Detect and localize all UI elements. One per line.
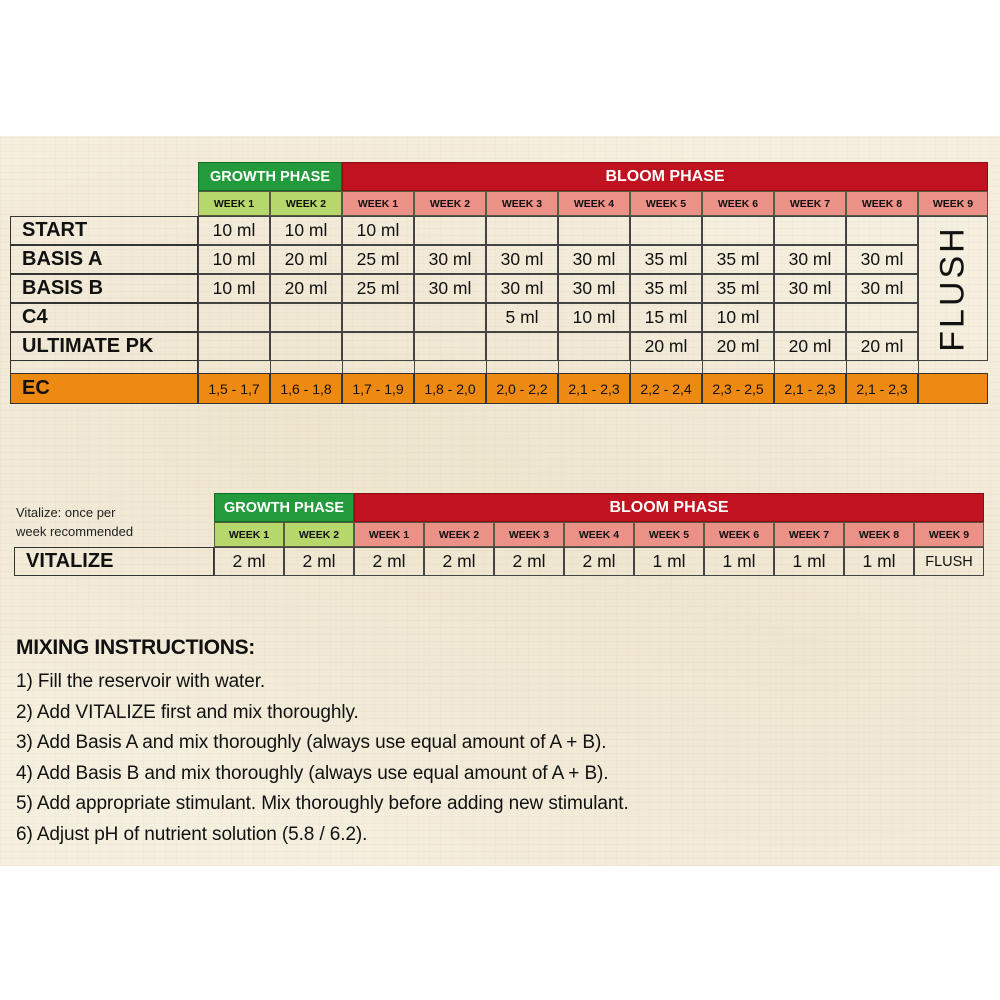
- dose-cell: 30 ml: [414, 245, 486, 274]
- vitalize-dose-cell: 2 ml: [354, 547, 424, 576]
- bloom-week-header: WEEK 6: [702, 191, 774, 216]
- dose-cell: 10 ml: [198, 274, 270, 303]
- vitalize-dose-cell: 1 ml: [704, 547, 774, 576]
- bloom-week-header: WEEK 8: [844, 522, 914, 547]
- bloom-phase-header: BLOOM PHASE: [354, 493, 984, 522]
- spacer-cell: [918, 361, 988, 373]
- dose-cell: [486, 332, 558, 361]
- growth-week-header: WEEK 1: [214, 522, 284, 547]
- bloom-week-header: WEEK 3: [486, 191, 558, 216]
- flush-cell: [918, 216, 988, 361]
- bloom-week-header: WEEK 3: [494, 522, 564, 547]
- instruction-step: 1) Fill the reservoir with water.: [16, 671, 266, 692]
- ec-cell: 2,1 - 2,3: [774, 373, 846, 404]
- spacer-cell: [270, 361, 342, 373]
- dose-cell: [702, 216, 774, 245]
- vitalize-dose-cell: 1 ml: [774, 547, 844, 576]
- dose-cell: 30 ml: [558, 245, 630, 274]
- dose-cell: [270, 332, 342, 361]
- dose-cell: 35 ml: [630, 274, 702, 303]
- growth-week-header: WEEK 2: [270, 191, 342, 216]
- spacer-cell: [774, 361, 846, 373]
- dose-cell: [774, 303, 846, 332]
- dose-cell: 15 ml: [630, 303, 702, 332]
- dose-cell: 20 ml: [846, 332, 918, 361]
- bloom-week-header: WEEK 4: [558, 191, 630, 216]
- dose-cell: [198, 332, 270, 361]
- spacer-cell: [702, 361, 774, 373]
- dose-cell: [342, 303, 414, 332]
- dose-cell: 30 ml: [486, 245, 558, 274]
- ec-cell: [918, 373, 988, 404]
- ec-cell: 2,1 - 2,3: [558, 373, 630, 404]
- dose-cell: 30 ml: [486, 274, 558, 303]
- vitalize-schedule-table: [14, 493, 984, 576]
- row-label: BASIS A: [10, 245, 198, 274]
- dose-cell: 35 ml: [702, 245, 774, 274]
- dose-cell: [414, 303, 486, 332]
- spacer-cell: [10, 361, 198, 373]
- dose-cell: [414, 216, 486, 245]
- dose-cell: 10 ml: [198, 245, 270, 274]
- dose-cell: [486, 216, 558, 245]
- dose-cell: 30 ml: [846, 274, 918, 303]
- bloom-week-header: WEEK 7: [774, 522, 844, 547]
- ec-cell: 1,6 - 1,8: [270, 373, 342, 404]
- bloom-phase-header: BLOOM PHASE: [342, 162, 988, 191]
- spacer-cell: [414, 361, 486, 373]
- ec-cell: 1,5 - 1,7: [198, 373, 270, 404]
- dose-cell: 35 ml: [702, 274, 774, 303]
- vitalize-dose-cell: 1 ml: [844, 547, 914, 576]
- bloom-week-header: WEEK 7: [774, 191, 846, 216]
- spacer-cell: [846, 361, 918, 373]
- instruction-step: 4) Add Basis B and mix thoroughly (always use equal amount of A + B).: [16, 762, 609, 784]
- growth-phase-header: GROWTH PHASE: [214, 493, 354, 522]
- vitalize-dose-cell: FLUSH: [914, 547, 984, 576]
- dose-cell: 30 ml: [558, 274, 630, 303]
- spacer-cell: [342, 361, 414, 373]
- dose-cell: [270, 303, 342, 332]
- instructions-list: [16, 667, 629, 851]
- bloom-week-header: WEEK 5: [634, 522, 704, 547]
- dose-cell: 20 ml: [630, 332, 702, 361]
- growth-phase-header: GROWTH PHASE: [198, 162, 342, 191]
- ec-label: EC: [10, 373, 198, 404]
- vitalize-dose-cell: 2 ml: [424, 547, 494, 576]
- row-label: C4: [10, 303, 198, 332]
- dose-cell: [198, 303, 270, 332]
- bloom-week-header: WEEK 2: [424, 522, 494, 547]
- dose-cell: 25 ml: [342, 245, 414, 274]
- dose-cell: 20 ml: [270, 245, 342, 274]
- spacer-cell: [486, 361, 558, 373]
- ec-cell: 2,2 - 2,4: [630, 373, 702, 404]
- ec-cell: 2,0 - 2,2: [486, 373, 558, 404]
- instruction-step: 5) Add appropriate stimulant. Mix thoroughly before adding new stimulant.: [16, 793, 629, 815]
- dose-cell: [846, 303, 918, 332]
- feeding-schedule-table: [10, 162, 988, 404]
- dose-cell: [774, 216, 846, 245]
- spacer-cell: [558, 361, 630, 373]
- bloom-week-header: WEEK 1: [354, 522, 424, 547]
- bloom-week-header: WEEK 6: [704, 522, 774, 547]
- row-label: ULTIMATE PK: [10, 332, 198, 361]
- ec-cell: 2,3 - 2,5: [702, 373, 774, 404]
- instruction-step: 6) Adjust pH of nutrient solution (5.8 / 6.2).: [16, 823, 368, 845]
- row-label: START: [10, 216, 198, 245]
- instruction-step: 2) Add VITALIZE first and mix thoroughly.: [16, 701, 359, 723]
- spacer-cell: [198, 361, 270, 373]
- dose-cell: 20 ml: [702, 332, 774, 361]
- bloom-week-header: WEEK 5: [630, 191, 702, 216]
- vitalize-dose-cell: 1 ml: [634, 547, 704, 576]
- dose-cell: 10 ml: [270, 216, 342, 245]
- dose-cell: [414, 332, 486, 361]
- instructions-title: MIXING INSTRUCTIONS:: [16, 636, 255, 659]
- growth-week-header: WEEK 1: [198, 191, 270, 216]
- dose-cell: 35 ml: [630, 245, 702, 274]
- dose-cell: 20 ml: [270, 274, 342, 303]
- dose-cell: 30 ml: [414, 274, 486, 303]
- bloom-week-header: WEEK 8: [846, 191, 918, 216]
- dose-cell: 10 ml: [702, 303, 774, 332]
- spacer-cell: [630, 361, 702, 373]
- dose-cell: 10 ml: [558, 303, 630, 332]
- dose-cell: [558, 216, 630, 245]
- dose-cell: [630, 216, 702, 245]
- bloom-week-header: WEEK 1: [342, 191, 414, 216]
- row-label: BASIS B: [10, 274, 198, 303]
- vitalize-dose-cell: 2 ml: [284, 547, 354, 576]
- ec-cell: 1,8 - 2,0: [414, 373, 486, 404]
- vitalize-dose-cell: 2 ml: [494, 547, 564, 576]
- dose-cell: 5 ml: [486, 303, 558, 332]
- dose-cell: 30 ml: [774, 274, 846, 303]
- growth-week-header: WEEK 2: [284, 522, 354, 547]
- dose-cell: 30 ml: [846, 245, 918, 274]
- instruction-step: 3) Add Basis A and mix thoroughly (always use equal amount of A + B).: [16, 732, 607, 754]
- flush-label: FLUSH: [933, 225, 972, 352]
- dose-cell: 30 ml: [774, 245, 846, 274]
- bloom-week-header: WEEK 9: [918, 191, 988, 216]
- mixing-instructions: [16, 636, 629, 851]
- dose-cell: 10 ml: [198, 216, 270, 245]
- ec-cell: 2,1 - 2,3: [846, 373, 918, 404]
- dose-cell: [846, 216, 918, 245]
- dose-cell: 25 ml: [342, 274, 414, 303]
- dose-cell: [342, 332, 414, 361]
- bloom-week-header: WEEK 9: [914, 522, 984, 547]
- dose-cell: 10 ml: [342, 216, 414, 245]
- bloom-week-header: WEEK 4: [564, 522, 634, 547]
- vitalize-dose-cell: 2 ml: [564, 547, 634, 576]
- vitalize-note-line2: week recommended: [16, 524, 134, 539]
- dose-cell: 20 ml: [774, 332, 846, 361]
- vitalize-dose-cell: 2 ml: [214, 547, 284, 576]
- bloom-week-header: WEEK 2: [414, 191, 486, 216]
- vitalize-row-label: VITALIZE: [14, 547, 214, 576]
- vitalize-note-line1: Vitalize: once per: [16, 505, 116, 520]
- dose-cell: [558, 332, 630, 361]
- ec-cell: 1,7 - 1,9: [342, 373, 414, 404]
